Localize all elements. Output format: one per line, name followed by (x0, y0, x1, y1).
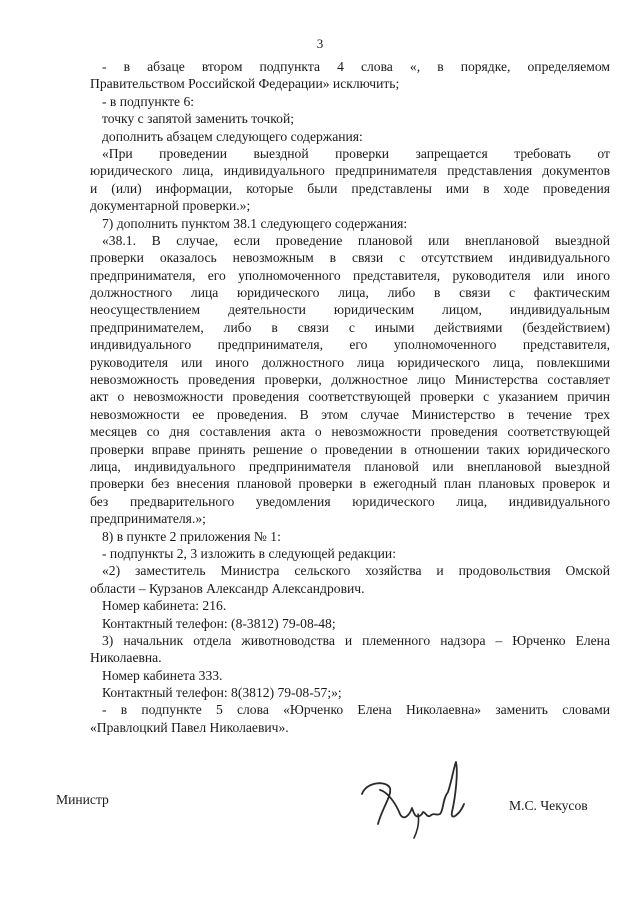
text-line: 3) начальник отдела животноводства и племенного надзора – Юрченко Елена (102, 632, 610, 648)
text-line: - в подпункте 6: (102, 93, 195, 109)
text-line: области – Курзанов Александр Александрович. (90, 580, 365, 596)
text-line: предпринимателя, его уполномоченного представителя, руководителя или иного (90, 267, 610, 283)
document-body (90, 58, 610, 736)
text-line: лица, индивидуального предпринимателя плановой или внеплановой выездной (90, 458, 610, 474)
text-line: проверки оказалось невозможным в связи с отсутствием индивидуального (90, 250, 610, 266)
text-line: - подпункты 2, 3 изложить в следующей редакции: (102, 545, 396, 561)
text-line: - в абзаце втором подпункта 4 слова «, в порядке, определяемом (102, 59, 610, 74)
text-line: 8) в пункте 2 приложения № 1: (102, 528, 281, 544)
text-line: предпринимателем, либо в связи с иными действиями (бездействием) (90, 319, 610, 335)
text-line: Правительством Российской Федерации» исключить; (90, 76, 400, 92)
handwritten-signature (352, 752, 480, 848)
text-line: Контактный телефон: 8(3812) 79-08-57;»; (102, 685, 342, 701)
text-line: юридического лица, индивидуального предпринимателя представления документов (90, 163, 610, 179)
text-line: проверки без внесения плановой проверки в ежегодный план плановых проверок и (90, 476, 610, 492)
text-line: месяцев со дня составления акта о невозможности проведения соответствующей (90, 424, 610, 440)
text-line: акт о невозможности проведения соответствующей проверки с указанием причин (90, 389, 610, 405)
text-line: и (или) информации, которые были представлены ими в ходе проведения (90, 180, 610, 196)
signatory-name: М.С. Чекусов (509, 798, 588, 813)
text-line: Номер кабинета: 216. (102, 598, 227, 614)
text-line: «При проведении выездной проверки запрещается требовать от (102, 145, 610, 161)
text-line: проверки вправе принять решение о проведении в отношении таких юридического (90, 441, 610, 457)
text-line: без предварительного уведомления юридического лица, индивидуального (90, 493, 610, 509)
text-line: 7) дополнить пунктом 38.1 следующего содержания: (102, 215, 408, 231)
text-line: предпринимателя.»; (90, 511, 206, 527)
text-line: должностного лица юридического лица, либо в связи с фактическим (90, 285, 610, 301)
text-line: «2) заместитель Министра сельского хозяйства и продовольствия Омской (102, 563, 610, 579)
text-line: Николаевна. (90, 650, 162, 666)
text-line: точку с запятой заменить точкой; (102, 111, 294, 127)
text-line: Номер кабинета 333. (102, 667, 223, 683)
text-line: Контактный телефон: (8-3812) 79-08-48; (102, 615, 336, 631)
page-number: 3 (316, 36, 324, 51)
text-line: - в подпункте 5 слова «Юрченко Елена Николаевна» заменить словами (102, 702, 610, 718)
text-line: индивидуального предпринимателя, его уполномоченного представителя, (90, 337, 610, 353)
text-line: руководителя или иного должностного лица юридического лица, повлекшими (90, 354, 610, 370)
text-line: невозможности ее проведения. В этом случае Министерство в течение трех (90, 406, 610, 422)
text-line: документарной проверки.»; (90, 198, 251, 214)
text-line: дополнить абзацем следующего содержания: (102, 128, 363, 144)
text-line: «Правлоцкий Павел Николаевич». (90, 719, 289, 735)
text-line: неосуществлением деятельности юридическим лицом, индивидуальным (90, 302, 610, 318)
signatory-position: Министр (56, 792, 109, 807)
text-line: «38.1. В случае, если проведение плановой или внеплановой выездной (102, 232, 610, 248)
text-line: невозможность проведения проверки, должностное лицо Министерства составляет (90, 372, 610, 388)
